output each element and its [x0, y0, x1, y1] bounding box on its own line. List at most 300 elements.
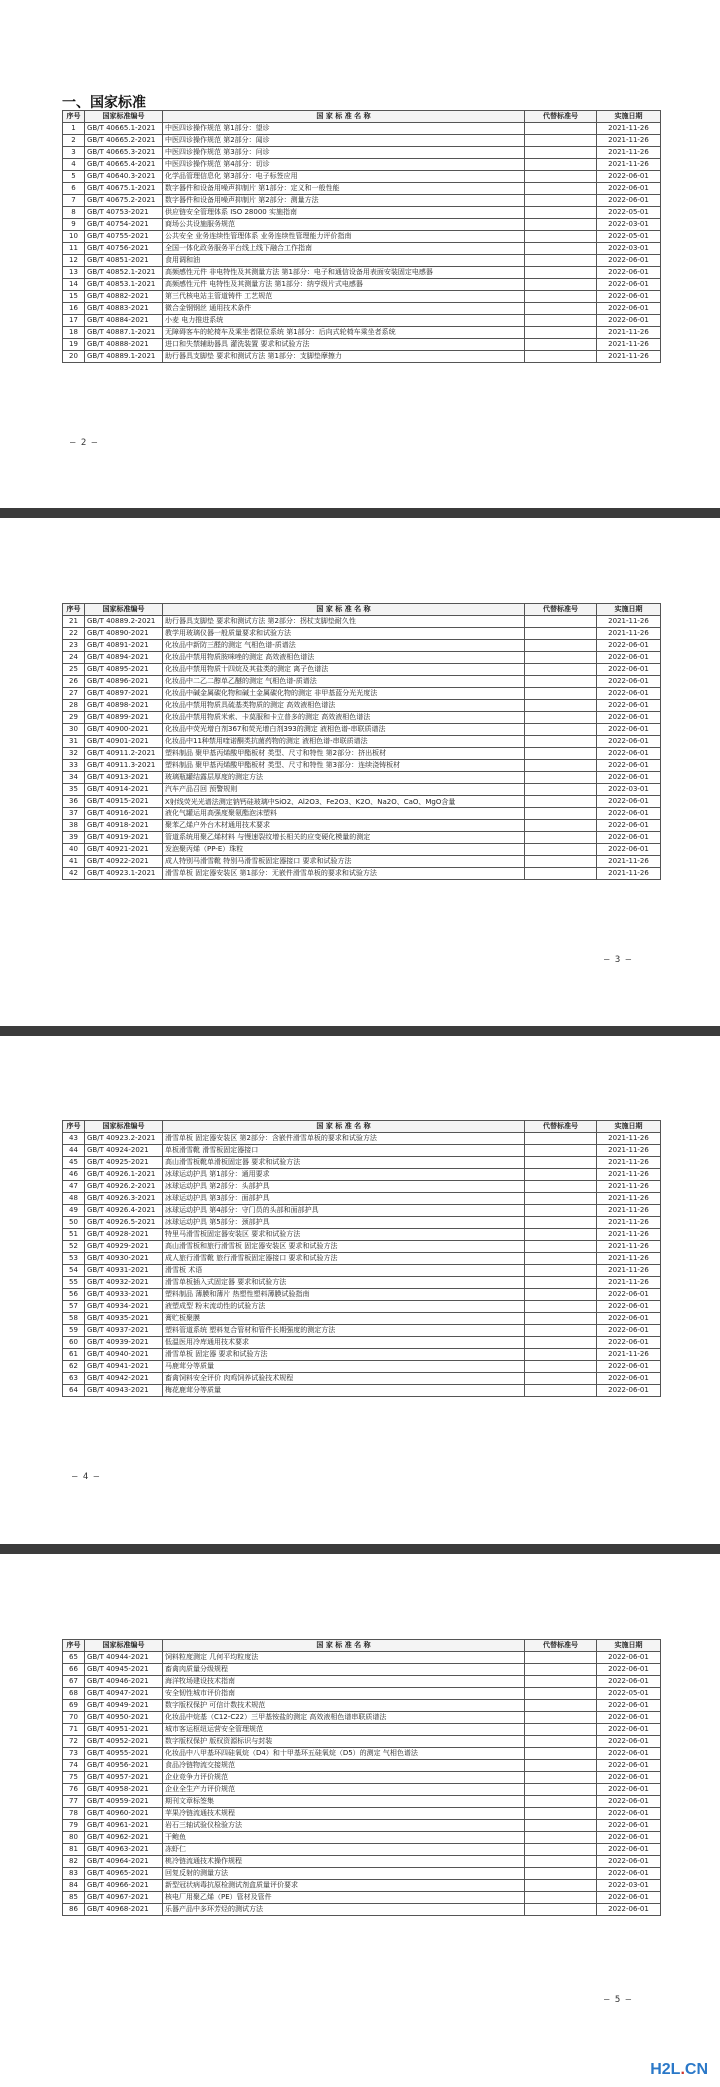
row-replace [525, 1760, 597, 1772]
row-code: GB/T 40960-2021 [85, 1808, 163, 1820]
row-date: 2022-06-01 [597, 1892, 661, 1904]
row-replace [525, 664, 597, 676]
row-date: 2022-06-01 [597, 267, 661, 279]
row-date: 2022-06-01 [597, 279, 661, 291]
row-date: 2021-11-26 [597, 1205, 661, 1217]
table-row [63, 652, 661, 664]
row-code: GB/T 40884-2021 [85, 315, 163, 327]
row-name: 滑雪单板 固定器安装区 第2部分：含嵌件滑雪单板的要求和试验方法 [163, 1133, 525, 1145]
table-row [63, 315, 661, 327]
row-replace [525, 291, 597, 303]
table-row [63, 712, 661, 724]
col-code: 国家标准编号 [85, 111, 163, 123]
row-date: 2022-03-01 [597, 219, 661, 231]
row-no: 17 [63, 315, 85, 327]
row-no: 84 [63, 1880, 85, 1892]
table-row [63, 748, 661, 760]
row-name: 苹果冷链流通技术规程 [163, 1808, 525, 1820]
row-no: 1 [63, 123, 85, 135]
page-number: — 4 — [72, 1472, 100, 1482]
table-row [63, 1736, 661, 1748]
row-replace [525, 1796, 597, 1808]
row-name: 食品冷链物流交接规范 [163, 1760, 525, 1772]
col-code: 国家标准编号 [85, 1640, 163, 1652]
row-date: 2022-06-01 [597, 315, 661, 327]
row-name: X射线荧光光谱法测定钠钙硅玻璃中SiO2、Al2O3、Fe2O3、K2O、Na2O、CaO、MgO含量 [163, 796, 525, 808]
row-date: 2022-06-01 [597, 640, 661, 652]
row-date: 2022-06-01 [597, 748, 661, 760]
table-row [63, 1808, 661, 1820]
row-name: 单板滑雪靴 滑雪板固定器接口 [163, 1145, 525, 1157]
row-no: 62 [63, 1361, 85, 1373]
row-name: 塑料管道系统 塑料复合管材和管件长期强度的测定方法 [163, 1325, 525, 1337]
row-replace [525, 1373, 597, 1385]
row-code: GB/T 40755-2021 [85, 231, 163, 243]
table-row [63, 135, 661, 147]
row-replace [525, 1772, 597, 1784]
row-name: 岩石三轴试验仪检验方法 [163, 1820, 525, 1832]
row-no: 86 [63, 1904, 85, 1916]
row-code: GB/T 40852.1-2021 [85, 267, 163, 279]
row-name: 进口和失禁辅助器具 灌洗装置 要求和试验方法 [163, 339, 525, 351]
row-date: 2021-11-26 [597, 1217, 661, 1229]
row-replace [525, 1289, 597, 1301]
row-code: GB/T 40943-2021 [85, 1385, 163, 1397]
row-name: 低温医用冷库通用技术要求 [163, 1337, 525, 1349]
table-row [63, 1133, 661, 1145]
row-name: 小麦 电力推进系统 [163, 315, 525, 327]
table-header [63, 1640, 661, 1652]
table-row [63, 1193, 661, 1205]
row-code: GB/T 40897-2021 [85, 688, 163, 700]
row-date: 2022-06-01 [597, 303, 661, 315]
row-name: 新型冠状病毒抗原检测试剂盒质量评价要求 [163, 1880, 525, 1892]
row-date: 2022-06-01 [597, 1385, 661, 1397]
table-row [63, 628, 661, 640]
row-code: GB/T 40925-2021 [85, 1157, 163, 1169]
table-row [63, 1205, 661, 1217]
row-date: 2022-06-01 [597, 171, 661, 183]
row-code: GB/T 40957-2021 [85, 1772, 163, 1784]
page-separator [0, 1544, 720, 1554]
row-no: 16 [63, 303, 85, 315]
table-row [63, 1820, 661, 1832]
row-replace [525, 207, 597, 219]
row-no: 63 [63, 1373, 85, 1385]
row-name: 畜禽饲料安全评价 肉鸡饲养试验技术规程 [163, 1373, 525, 1385]
row-date: 2022-06-01 [597, 820, 661, 832]
row-date: 2021-11-26 [597, 147, 661, 159]
row-date: 2022-06-01 [597, 700, 661, 712]
row-no: 31 [63, 736, 85, 748]
row-code: GB/T 40934-2021 [85, 1301, 163, 1313]
row-replace [525, 1724, 597, 1736]
row-date: 2022-06-01 [597, 1712, 661, 1724]
row-replace [525, 255, 597, 267]
row-code: GB/T 40926.2-2021 [85, 1181, 163, 1193]
table-row [63, 1385, 661, 1397]
row-name: 液塑成型 粉末流动性的试验方法 [163, 1301, 525, 1313]
row-replace [525, 1904, 597, 1916]
row-replace [525, 135, 597, 147]
row-no: 61 [63, 1349, 85, 1361]
row-name: 滑雪单板插入式固定器 要求和试验方法 [163, 1277, 525, 1289]
table-row [63, 171, 661, 183]
row-code: GB/T 40900-2021 [85, 724, 163, 736]
row-date: 2021-11-26 [597, 339, 661, 351]
row-date: 2022-06-01 [597, 1652, 661, 1664]
row-name: 玻璃瓶罐结露层厚度的测定方法 [163, 772, 525, 784]
row-date: 2021-11-26 [597, 135, 661, 147]
table-row [63, 1796, 661, 1808]
table-row [63, 1676, 661, 1688]
row-name: 高山滑雪板和旅行滑雪板 固定器安装区 要求和试验方法 [163, 1241, 525, 1253]
row-no: 65 [63, 1652, 85, 1664]
row-date: 2022-06-01 [597, 1700, 661, 1712]
row-replace [525, 1361, 597, 1373]
row-name: 化妆品中禁用物质具硫基类物质的测定 高效液相色谱法 [163, 700, 525, 712]
table-row [63, 159, 661, 171]
row-date: 2022-03-01 [597, 1880, 661, 1892]
col-no: 序号 [63, 1640, 85, 1652]
row-name: 冰球运动护具 第4部分：守门员的头部和面部护具 [163, 1205, 525, 1217]
row-date: 2021-11-26 [597, 1229, 661, 1241]
row-date: 2021-11-26 [597, 868, 661, 880]
row-no: 7 [63, 195, 85, 207]
row-date: 2022-06-01 [597, 1373, 661, 1385]
row-code: GB/T 40933-2021 [85, 1289, 163, 1301]
row-name: 桃冷链流通技术操作规程 [163, 1856, 525, 1868]
row-name: 膏贮板聚膜 [163, 1313, 525, 1325]
row-no: 38 [63, 820, 85, 832]
row-no: 60 [63, 1337, 85, 1349]
col-no: 序号 [63, 111, 85, 123]
row-code: GB/T 40926.3-2021 [85, 1193, 163, 1205]
row-name: 管道系统用聚乙烯材料 与慢速裂纹增长相关的应变硬化模量的测定 [163, 832, 525, 844]
row-date: 2021-11-26 [597, 1193, 661, 1205]
row-code: GB/T 40853.1-2021 [85, 279, 163, 291]
table-row [63, 640, 661, 652]
row-name: 高频感性元件 非电特性及其测量方法 第1部分：电子和通信设备用表面安装固定电感器 [163, 267, 525, 279]
table-row [63, 760, 661, 772]
row-name: 化妆品中11种禁用喹诺酮类抗菌药物的测定 液相色谱-串联质谱法 [163, 736, 525, 748]
row-replace [525, 279, 597, 291]
row-replace [525, 1253, 597, 1265]
row-replace [525, 772, 597, 784]
row-date: 2021-11-26 [597, 1349, 661, 1361]
row-date: 2022-06-01 [597, 736, 661, 748]
table-row [63, 1832, 661, 1844]
row-no: 77 [63, 1796, 85, 1808]
row-no: 85 [63, 1892, 85, 1904]
table-row [63, 1181, 661, 1193]
row-name: 滑雪单板 固定器安装区 第1部分：无嵌件滑雪单板的要求和试验方法 [163, 868, 525, 880]
col-date: 实施日期 [597, 1121, 661, 1133]
row-date: 2021-11-26 [597, 1157, 661, 1169]
row-replace [525, 712, 597, 724]
row-name: 无障碍客车的轮椅车及乘坐者限位系统 第1部分：后向式轮椅车乘坐者系统 [163, 327, 525, 339]
row-no: 28 [63, 700, 85, 712]
row-date: 2022-06-01 [597, 1289, 661, 1301]
table-row [63, 1325, 661, 1337]
row-code: GB/T 40968-2021 [85, 1904, 163, 1916]
row-replace [525, 1265, 597, 1277]
row-date: 2022-06-01 [597, 724, 661, 736]
row-no: 69 [63, 1700, 85, 1712]
row-no: 74 [63, 1760, 85, 1772]
table-row [63, 1145, 661, 1157]
standards-table [62, 1639, 661, 1916]
table-row [63, 736, 661, 748]
row-name: 化妆品中八甲基环四硅氧烷（D4）和十甲基环五硅氧烷（D5）的测定 气相色谱法 [163, 1748, 525, 1760]
col-name: 国 家 标 准 名 称 [163, 1640, 525, 1652]
row-date: 2022-06-01 [597, 1325, 661, 1337]
row-name: 期刊文章标签集 [163, 1796, 525, 1808]
row-name: 企业全生产力评价规范 [163, 1784, 525, 1796]
table-row [63, 1724, 661, 1736]
table-row [63, 279, 661, 291]
row-no: 59 [63, 1325, 85, 1337]
row-code: GB/T 40929-2021 [85, 1241, 163, 1253]
row-name: 化妆品中烷基（C12-C22）三甲基铵盐的测定 高效液相色谱串联质谱法 [163, 1712, 525, 1724]
row-code: GB/T 40931-2021 [85, 1265, 163, 1277]
row-no: 11 [63, 243, 85, 255]
row-no: 26 [63, 676, 85, 688]
row-date: 2021-11-26 [597, 616, 661, 628]
row-date: 2022-06-01 [597, 712, 661, 724]
table-row [63, 1241, 661, 1253]
row-code: GB/T 40950-2021 [85, 1712, 163, 1724]
table-row [63, 183, 661, 195]
row-date: 2021-11-26 [597, 123, 661, 135]
row-no: 82 [63, 1856, 85, 1868]
row-replace [525, 1868, 597, 1880]
row-name: 马鹿茸分等质量 [163, 1361, 525, 1373]
table-row [63, 1664, 661, 1676]
row-replace [525, 1856, 597, 1868]
row-replace [525, 1844, 597, 1856]
table-row [63, 1289, 661, 1301]
row-date: 2021-11-26 [597, 1241, 661, 1253]
row-no: 18 [63, 327, 85, 339]
row-date: 2022-06-01 [597, 1301, 661, 1313]
row-date: 2022-06-01 [597, 844, 661, 856]
row-code: GB/T 40889.2-2021 [85, 616, 163, 628]
watermark-dot: . [680, 2061, 685, 2078]
row-code: GB/T 40665.3-2021 [85, 147, 163, 159]
row-code: GB/T 40889.1-2021 [85, 351, 163, 363]
row-date: 2022-06-01 [597, 772, 661, 784]
row-date: 2022-06-01 [597, 808, 661, 820]
row-code: GB/T 40883-2021 [85, 303, 163, 315]
row-no: 42 [63, 868, 85, 880]
row-code: GB/T 40888-2021 [85, 339, 163, 351]
row-no: 54 [63, 1265, 85, 1277]
row-no: 72 [63, 1736, 85, 1748]
row-replace [525, 183, 597, 195]
row-no: 49 [63, 1205, 85, 1217]
row-date: 2021-11-26 [597, 1277, 661, 1289]
table-row [63, 147, 661, 159]
row-date: 2022-06-01 [597, 760, 661, 772]
row-replace [525, 195, 597, 207]
row-date: 2022-06-01 [597, 1820, 661, 1832]
col-replace: 代替标准号 [525, 604, 597, 616]
row-name: 冰球运动护具 第1部分：通用要求 [163, 1169, 525, 1181]
row-name: 化学品管理信息化 第3部分：电子标签应用 [163, 171, 525, 183]
table-row [63, 1361, 661, 1373]
row-name: 教学用玻璃仪器一般质量要求和试验方法 [163, 628, 525, 640]
row-replace [525, 724, 597, 736]
row-no: 24 [63, 652, 85, 664]
row-date: 2021-11-26 [597, 628, 661, 640]
row-replace [525, 123, 597, 135]
row-code: GB/T 40923.2-2021 [85, 1133, 163, 1145]
row-date: 2022-06-01 [597, 255, 661, 267]
row-date: 2022-06-01 [597, 664, 661, 676]
row-code: GB/T 40891-2021 [85, 640, 163, 652]
row-code: GB/T 40935-2021 [85, 1313, 163, 1325]
row-code: GB/T 40911.3-2021 [85, 760, 163, 772]
standards-table [62, 1120, 661, 1397]
row-replace [525, 1193, 597, 1205]
row-name: 成人特别马滑雪靴 特别马滑雪板固定器接口 要求和试验方法 [163, 856, 525, 868]
row-replace [525, 832, 597, 844]
row-date: 2022-06-01 [597, 291, 661, 303]
table-row [63, 1652, 661, 1664]
row-replace [525, 760, 597, 772]
col-date: 实施日期 [597, 111, 661, 123]
row-name: 助行器具支脚垫 要求和测试方法 第2部分：拐杖支脚垫耐久性 [163, 616, 525, 628]
row-code: GB/T 40940-2021 [85, 1349, 163, 1361]
row-replace [525, 796, 597, 808]
row-code: GB/T 40942-2021 [85, 1373, 163, 1385]
row-code: GB/T 40930-2021 [85, 1253, 163, 1265]
row-name: 冰球运动护具 第5部分：颈部护具 [163, 1217, 525, 1229]
table-row [63, 1229, 661, 1241]
row-no: 67 [63, 1676, 85, 1688]
row-name: 成人旅行滑雪靴 旅行滑雪板固定器接口 要求和试验方法 [163, 1253, 525, 1265]
row-code: GB/T 40967-2021 [85, 1892, 163, 1904]
page-separator [0, 508, 720, 518]
row-date: 2021-11-26 [597, 1133, 661, 1145]
row-date: 2022-06-01 [597, 688, 661, 700]
table-row [63, 1892, 661, 1904]
row-replace [525, 1712, 597, 1724]
row-code: GB/T 40937-2021 [85, 1325, 163, 1337]
table-row [63, 1169, 661, 1181]
table-row [63, 1856, 661, 1868]
row-name: 中医四诊操作规范 第2部分：闻诊 [163, 135, 525, 147]
row-code: GB/T 40955-2021 [85, 1748, 163, 1760]
row-name: 数字版权保护 版权资源标识与封装 [163, 1736, 525, 1748]
row-replace [525, 1784, 597, 1796]
row-date: 2021-11-26 [597, 1181, 661, 1193]
table-row [63, 1217, 661, 1229]
row-name: 高山滑雪板靴单滑板固定器 要求和试验方法 [163, 1157, 525, 1169]
row-code: GB/T 40890-2021 [85, 628, 163, 640]
row-date: 2021-11-26 [597, 856, 661, 868]
row-no: 58 [63, 1313, 85, 1325]
row-replace [525, 868, 597, 880]
row-code: GB/T 40675.1-2021 [85, 183, 163, 195]
row-code: GB/T 40756-2021 [85, 243, 163, 255]
table-row [63, 351, 661, 363]
row-name: 聚苯乙烯户外台木材通用技术要求 [163, 820, 525, 832]
row-no: 13 [63, 267, 85, 279]
table-row [63, 1784, 661, 1796]
row-date: 2022-06-01 [597, 1676, 661, 1688]
page-number: — 5 — [604, 1995, 632, 2005]
row-code: GB/T 40887.1-2021 [85, 327, 163, 339]
row-name: 化妆品中碱金属碳化物和碱土金属碳化物的测定 非甲基蓝分光光度法 [163, 688, 525, 700]
row-code: GB/T 40665.1-2021 [85, 123, 163, 135]
row-name: 商场公共设施服务规范 [163, 219, 525, 231]
row-date: 2022-06-01 [597, 183, 661, 195]
row-name: 化妆品中二乙二醇单乙醚的测定 气相色谱-质谱法 [163, 676, 525, 688]
row-code: GB/T 40899-2021 [85, 712, 163, 724]
row-no: 45 [63, 1157, 85, 1169]
table-row [63, 1760, 661, 1772]
row-replace [525, 820, 597, 832]
row-replace [525, 700, 597, 712]
row-date: 2021-11-26 [597, 1253, 661, 1265]
row-replace [525, 339, 597, 351]
row-no: 37 [63, 808, 85, 820]
row-replace [525, 652, 597, 664]
page-separator [0, 1026, 720, 1036]
table-row [63, 1265, 661, 1277]
row-code: GB/T 40928-2021 [85, 1229, 163, 1241]
row-name: 干鲍鱼 [163, 1832, 525, 1844]
table-row [63, 207, 661, 219]
row-code: GB/T 40958-2021 [85, 1784, 163, 1796]
col-replace: 代替标准号 [525, 1640, 597, 1652]
table-row [63, 303, 661, 315]
row-no: 8 [63, 207, 85, 219]
row-date: 2022-06-01 [597, 1337, 661, 1349]
row-date: 2022-05-01 [597, 231, 661, 243]
row-name: 供应链安全管理体系 ISO 28000 实施指南 [163, 207, 525, 219]
row-name: 第三代核电站主管道铸件 工艺规范 [163, 291, 525, 303]
row-name: 乐器产品中多环芳烃的测试方法 [163, 1904, 525, 1916]
table-row [63, 1157, 661, 1169]
table-row [63, 700, 661, 712]
row-code: GB/T 40914-2021 [85, 784, 163, 796]
row-code: GB/T 40932-2021 [85, 1277, 163, 1289]
row-replace [525, 303, 597, 315]
row-no: 23 [63, 640, 85, 652]
row-replace [525, 1133, 597, 1145]
row-replace [525, 856, 597, 868]
table-row [63, 1868, 661, 1880]
row-replace [525, 1157, 597, 1169]
row-no: 32 [63, 748, 85, 760]
row-code: GB/T 40665.2-2021 [85, 135, 163, 147]
table-row [63, 844, 661, 856]
row-date: 2022-03-01 [597, 243, 661, 255]
row-replace [525, 1385, 597, 1397]
row-name: 微合金钢钢丝 通用技术条件 [163, 303, 525, 315]
row-replace [525, 688, 597, 700]
row-name: 梅花鹿茸分等质量 [163, 1385, 525, 1397]
row-code: GB/T 40959-2021 [85, 1796, 163, 1808]
table-row [63, 1373, 661, 1385]
row-date: 2022-06-01 [597, 1784, 661, 1796]
row-replace [525, 315, 597, 327]
row-code: GB/T 40962-2021 [85, 1832, 163, 1844]
row-code: GB/T 40951-2021 [85, 1724, 163, 1736]
